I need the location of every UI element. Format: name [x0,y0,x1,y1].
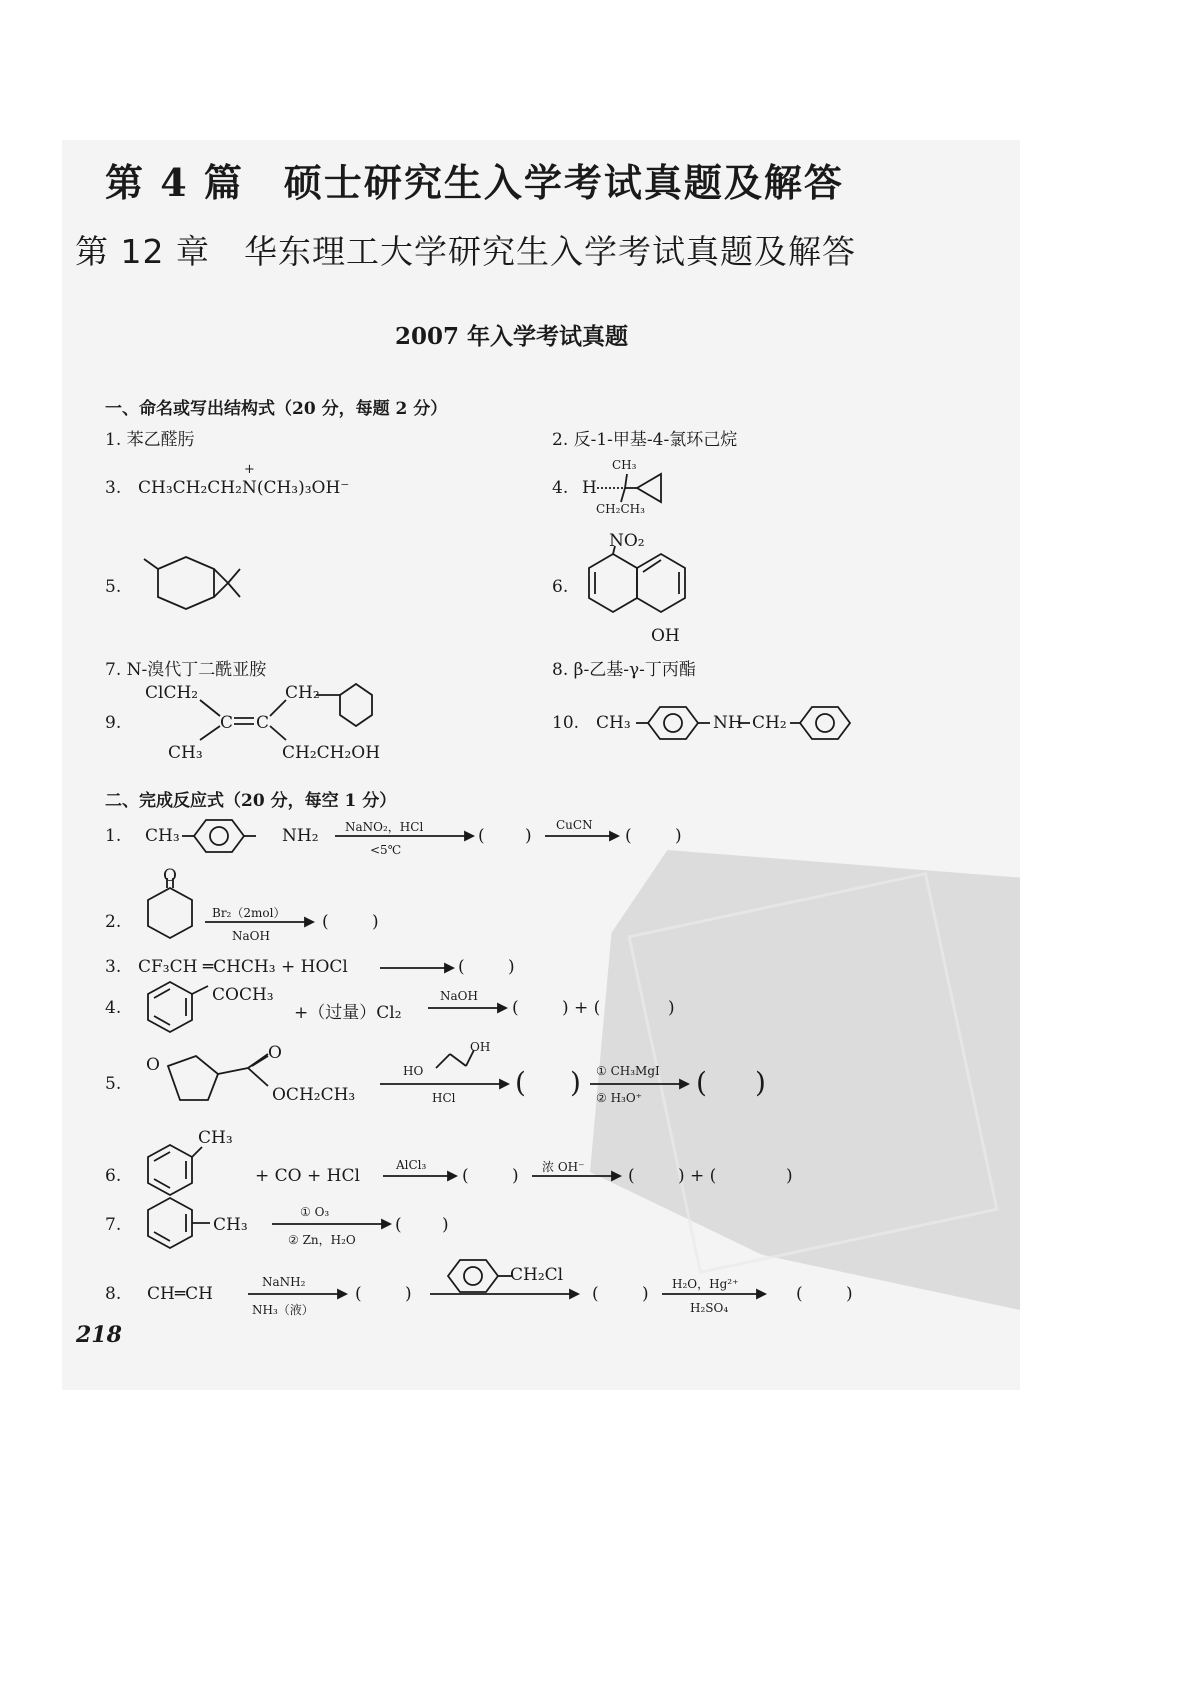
r4-chlorine: +（过量）Cl₂ [294,1003,402,1023]
q5-bicyclic-structure [140,555,250,615]
r5-number: 5. [105,1074,122,1094]
q4-ethyl: CH₂CH₃ [596,502,645,516]
s1-question-10-number: 10. [552,713,580,733]
s1-question-6-number: 6. [552,577,569,597]
r1-arrow-2 [545,830,620,842]
r8-arrow-3 [662,1288,767,1300]
section2-title: 二、完成反应式（20 分，每空 1 分） [105,791,397,811]
r6-catalyst: AlCl₃ [396,1158,427,1172]
r5-blank-1-close: ) [570,1066,581,1099]
r4-arrow [428,1002,508,1014]
q6-hydroxyl: OH [651,626,680,646]
r4-blank-1-open: ( [512,998,519,1018]
page-number: 218 [76,1322,122,1348]
s1-question-5-number: 5. [105,577,122,597]
s1-question-3-formula [138,462,350,498]
s1-question-1: 1. 苯乙醛肟 [105,430,195,450]
r2-cyclohexanone [140,886,210,946]
r1-methyl: CH₃ [145,826,180,846]
r7-cyclohexene [142,1198,222,1250]
r5-oh: OH [470,1040,491,1054]
s1-question-4-number: 4. [552,478,569,498]
r7-arrow [272,1218,392,1230]
q9-carbon-2: C [256,713,270,733]
r3-blank-open: ( [458,957,465,977]
s1-question-7: 7. N-溴代丁二酰亚胺 [105,660,267,680]
r2-number: 2. [105,912,122,932]
r6-toluene [142,1145,222,1200]
r6-blank-1-open: ( [462,1166,469,1186]
r2-carbonyl-oxygen: O [163,866,177,886]
r8-blank-2-close: ) [642,1284,649,1304]
r3-arrow [380,962,455,974]
r3-blank-close: ) [508,957,515,977]
r4-benzene [142,982,222,1032]
r7-blank-open: ( [395,1215,402,1235]
q3-propyl: CH₃CH₂CH₂ [138,478,242,498]
r6-blank-2-open: ( [628,1166,635,1186]
r6-blank-separator: ) + ( [678,1166,717,1186]
r6-methyl: CH₃ [198,1128,233,1148]
r8-number: 8. [105,1284,122,1304]
r6-blank-3-close: ) [786,1166,793,1186]
q3-plus: + [243,462,255,477]
r8-arrow-2 [430,1288,580,1300]
s1-question-8: 8. β-乙基-γ-丁丙酯 [552,660,696,680]
section1-title: 一、命名或写出结构式（20 分，每题 2 分） [105,399,448,419]
q9-hydroxyethyl: CH₂CH₂OH [282,743,381,763]
q10-methylene: CH₂ [752,713,787,733]
q3-rest: (CH₃)₃OH⁻ [256,478,350,498]
q9-carbon-1: C [220,713,234,733]
r5-step-1: ① CH₃MgI [596,1064,660,1078]
r5-arrow-2 [590,1078,690,1090]
s1-question-2: 2. 反-1-甲基-4-氯环己烷 [552,430,738,450]
r2-arrow [205,916,315,928]
r5-ethylene-glycol [420,1044,480,1074]
r5-ester-oxygen: O [268,1043,282,1063]
r8-blank-3-close: ) [846,1284,853,1304]
r2-blank-close: ) [372,912,379,932]
r8-blank-2-open: ( [592,1284,599,1304]
r8-reagent-3-top: H₂O，Hg²⁺ [672,1277,739,1291]
r8-blank-3-open: ( [796,1284,803,1304]
r1-blank-1-close: ) [525,826,532,846]
r6-number: 6. [105,1166,122,1186]
r4-blank-separator: ) + ( [562,998,601,1018]
r8-blank-1-open: ( [355,1284,362,1304]
r1-benzene [180,816,290,856]
r5-ketone-oxygen: O [146,1055,160,1075]
r4-acetyl: COCH₃ [212,985,274,1005]
r7-step-2: ② Zn，H₂O [288,1233,356,1247]
r5-ho: HO [403,1064,424,1078]
r2-reagent-top: Br₂（2mol） [212,906,286,920]
r5-blank-2-close: ) [755,1066,766,1099]
r4-number: 4. [105,998,122,1018]
r2-blank-open: ( [322,912,329,932]
r4-blank-2-close: ) [668,998,675,1018]
r1-blank-1-open: ( [478,826,485,846]
q9-chloromethyl: ClCH₂ [145,683,199,703]
r5-blank-2-open: ( [696,1066,707,1099]
r6-blank-1-close: ) [512,1166,519,1186]
r7-step-1: ① O₃ [300,1205,330,1219]
r2-reagent-bottom: NaOH [232,929,270,943]
exam-title: 2007 年入学考试真题 [395,323,629,350]
q4-methyl: CH₃ [612,458,637,472]
r3-number: 3. [105,957,122,977]
r1-reagent-top: NaNO₂，HCl [345,820,424,834]
q4-hydrogen: H [582,478,597,498]
r5-blank-1-open: ( [515,1066,526,1099]
q4-cyclopropyl-structure [595,470,675,510]
q10-methyl: CH₃ [596,713,631,733]
r1-amine: NH₂ [282,826,319,846]
r1-reagent-2: CuCN [556,818,593,832]
r8-arrow-1 [248,1288,348,1300]
q9-methylene: CH₂ [285,683,320,703]
r8-benzyl-chloride: CH₂Cl [510,1265,564,1285]
q9-methyl: CH₃ [168,743,203,763]
r8-reagent-bottom: NH₃（液） [252,1303,314,1317]
r8-blank-1-close: ) [405,1284,412,1304]
r6-base: 浓 OH⁻ [542,1160,585,1174]
r5-cyclopentanone-ester [160,1052,280,1112]
r8-reagent-3-bottom: H₂SO₄ [690,1301,729,1315]
r5-ethoxy: OCH₂CH₃ [272,1085,356,1105]
chapter-title: 第 12 章 华东理工大学研究生入学考试真题及解答 [75,232,856,271]
r4-reagent: NaOH [440,989,478,1003]
r5-step-2: ② H₃O⁺ [596,1091,643,1105]
r1-blank-2-close: ) [675,826,682,846]
r3-equation: CF₃CH ═CHCH₃ + HOCl [138,957,348,977]
r6-reactants: + CO + HCl [255,1166,360,1186]
r6-arrow-1 [383,1170,458,1182]
r5-arrow-1 [380,1078,510,1090]
r5-acid: HCl [432,1091,456,1105]
r8-acetylene: CH═CH [147,1284,213,1304]
r7-blank-close: ) [442,1215,449,1235]
r7-number: 7. [105,1215,122,1235]
part-title: 第 4 篇 硕士研究生入学考试真题及解答 [105,160,844,205]
r1-blank-2-open: ( [625,826,632,846]
q10-amine: NH [713,713,743,733]
s1-question-3-number: 3. [105,478,122,498]
q6-naphthalene-structure [585,552,695,622]
r1-number: 1. [105,826,122,846]
r8-reagent-top: NaNH₂ [262,1275,306,1289]
r6-arrow-2 [532,1170,622,1182]
q6-nitro: NO₂ [609,531,645,551]
r1-arrow-1 [335,830,475,842]
q3-nitrogen: N [241,478,257,498]
s1-question-9-number: 9. [105,713,122,733]
r1-reagent-bottom: <5℃ [370,843,402,857]
q9-alkene-bonds [190,690,390,750]
r7-methyl: CH₃ [213,1215,248,1235]
